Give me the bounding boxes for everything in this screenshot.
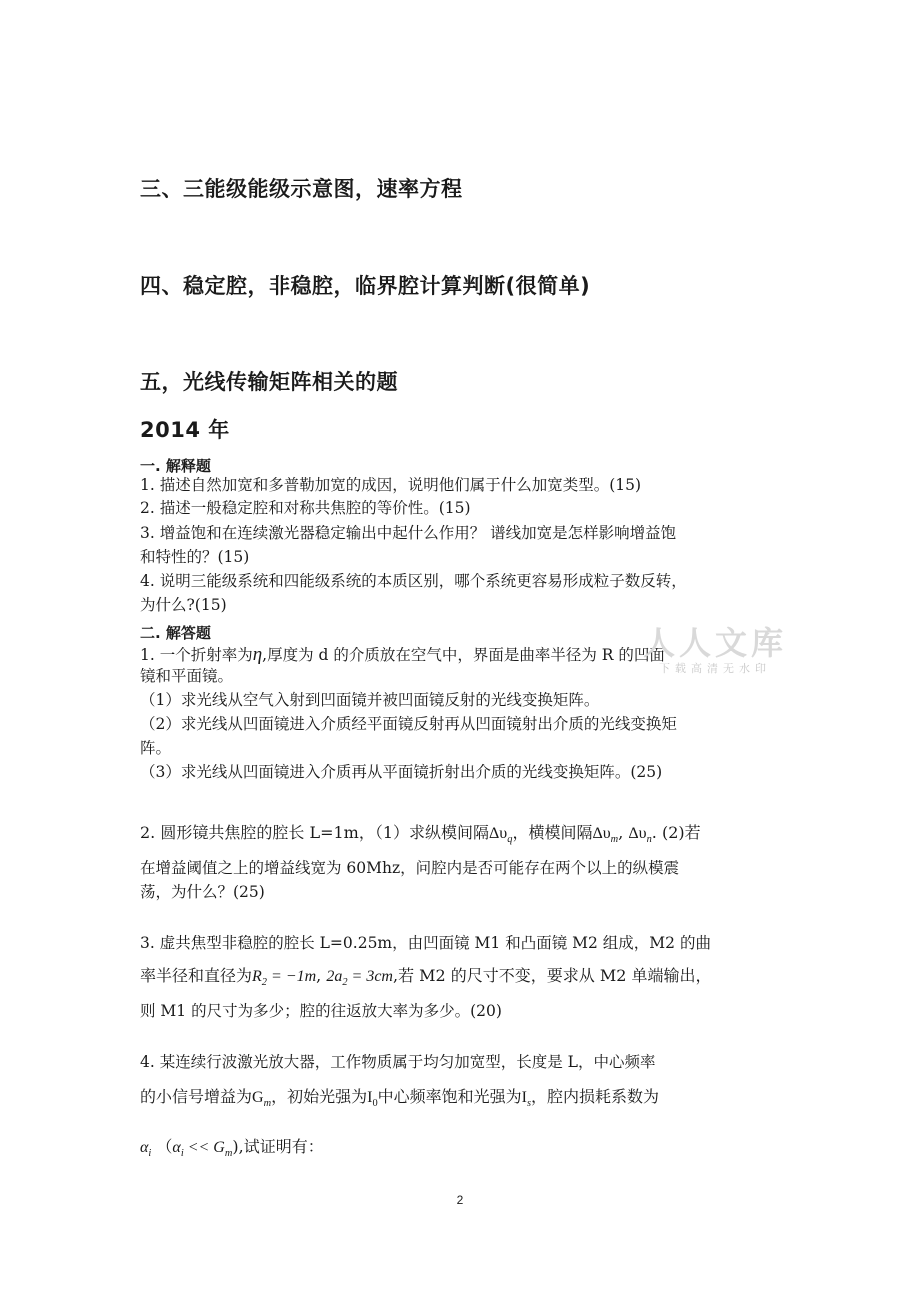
- section-solve-title: 二. 解答题: [140, 624, 211, 642]
- watermark: [640, 618, 790, 676]
- explain-q4-line1: 4. 说明三能级系统和四能级系统的本质区别，哪个系统更容易形成粒子数反转，: [140, 572, 687, 590]
- solve-p3-line3: 则 M1 的尺寸为多少；腔的往返放大率为多少。(20): [140, 1002, 502, 1020]
- solve-p2-line1: 2. 圆形镜共焦腔的腔长 L=1m，（1）求纵模间隔$\Delta\upsilon_q$，横模间隔$\Delta\upsilon_m$, $\Delta\upsilon_n$. (2)若: [140, 823, 701, 846]
- solve-p1-sub2-line2: 阵。: [140, 739, 172, 757]
- eta-symbol: η: [252, 644, 263, 665]
- i0-symbol: $I_0$: [367, 1089, 378, 1110]
- solve-p2-line2: 在增益阈值之上的增益线宽为 60Mhz，问腔内是否可能存在两个以上的纵模震: [140, 859, 680, 877]
- solve-p1-line2: 镜和平面镜。: [140, 667, 234, 685]
- watermark-sub: 下载高清无水印: [659, 662, 771, 675]
- solve-p1-sub1: （1）求光线从空气入射到凹面镜并被凹面镜反射的光线变换矩阵。: [140, 691, 600, 709]
- solve-p4-line3: $\alpha_i$ $(\alpha_i << G_m)$,试证明有：: [140, 1137, 324, 1160]
- solve-p4-line2: 的小信号增益为$G_m$，初始光强为$I_0$中心频率饱和光强为$I_s$，腔内损耗系数为: [140, 1087, 660, 1110]
- solve-p4-line1: 4. 某连续行波激光放大器，工作物质属于均匀加宽型，长度是 L，中心频率: [140, 1053, 656, 1071]
- alpha-condition: $\alpha_i << G_m$: [172, 1139, 233, 1160]
- solve-p1-sub3: （3）求光线从凹面镜进入介质再从平面镜折射出介质的光线变换矩阵。(25): [140, 763, 663, 781]
- delta-nu-q: $\Delta\upsilon_q$: [489, 825, 513, 846]
- section-explain-title: 一. 解释题: [140, 457, 211, 475]
- is-symbol: $I_s$: [521, 1089, 532, 1110]
- solve-p1-line1: 1. 一个折射率为η,厚度为 d 的介质放在空气中，界面是曲率半径为 R 的凹面: [140, 644, 665, 665]
- r2-equation: $R_2 = -1m$: [252, 968, 317, 989]
- solve-p3-line1: 3. 虚共焦型非稳腔的腔长 L=0.25m，由凹面镜 M1 和凸面镜 M2 组成，M2 的曲: [140, 934, 711, 952]
- a2-equation: $2a_2 = 3cm$: [326, 968, 393, 989]
- explain-q2: 2. 描述一般稳定腔和对称共焦腔的等价性。(15): [140, 499, 471, 517]
- solve-p1-sub2-line1: （2）求光线从凹面镜进入介质经平面镜反射再从凹面镜射出介质的光线变换矩: [140, 715, 677, 733]
- solve-p3-line2: 率半径和直径为$R_2 = -1m$, $2a_2 = 3cm$,若 M2 的尺寸不变，要求从 M2 单端输出，: [140, 966, 712, 989]
- alpha-symbol: $\alpha_i$: [140, 1139, 152, 1160]
- solve-p2-line3: 荡，为什么？(25): [140, 883, 265, 901]
- heading-year: 2014 年: [140, 418, 230, 442]
- delta-nu-n: $\Delta\upsilon_n$: [628, 825, 652, 846]
- heading-ray-matrix: 五，光线传输矩阵相关的题: [140, 370, 398, 394]
- explain-q4-line2: 为什么?(15): [140, 596, 227, 614]
- watermark-main: 人人文库: [642, 624, 787, 662]
- explain-q3-line1: 3. 增益饱和在连续激光器稳定输出中起什么作用？ 谱线加宽是怎样影响增益饱: [140, 524, 677, 542]
- gain-symbol: $G_m$: [252, 1089, 272, 1110]
- explain-q1: 1. 描述自然加宽和多普勒加宽的成因，说明他们属于什么加宽类型。(15): [140, 476, 642, 494]
- heading-three-level: 三、三能级能级示意图，速率方程: [140, 177, 463, 201]
- explain-q3-line2: 和特性的？(15): [140, 548, 250, 566]
- page-number: 2: [456, 1193, 464, 1207]
- heading-stable-cavity: 四、稳定腔，非稳腔，临界腔计算判断(很简单): [140, 274, 591, 298]
- delta-nu-m: $\Delta\upsilon_m$: [592, 825, 619, 846]
